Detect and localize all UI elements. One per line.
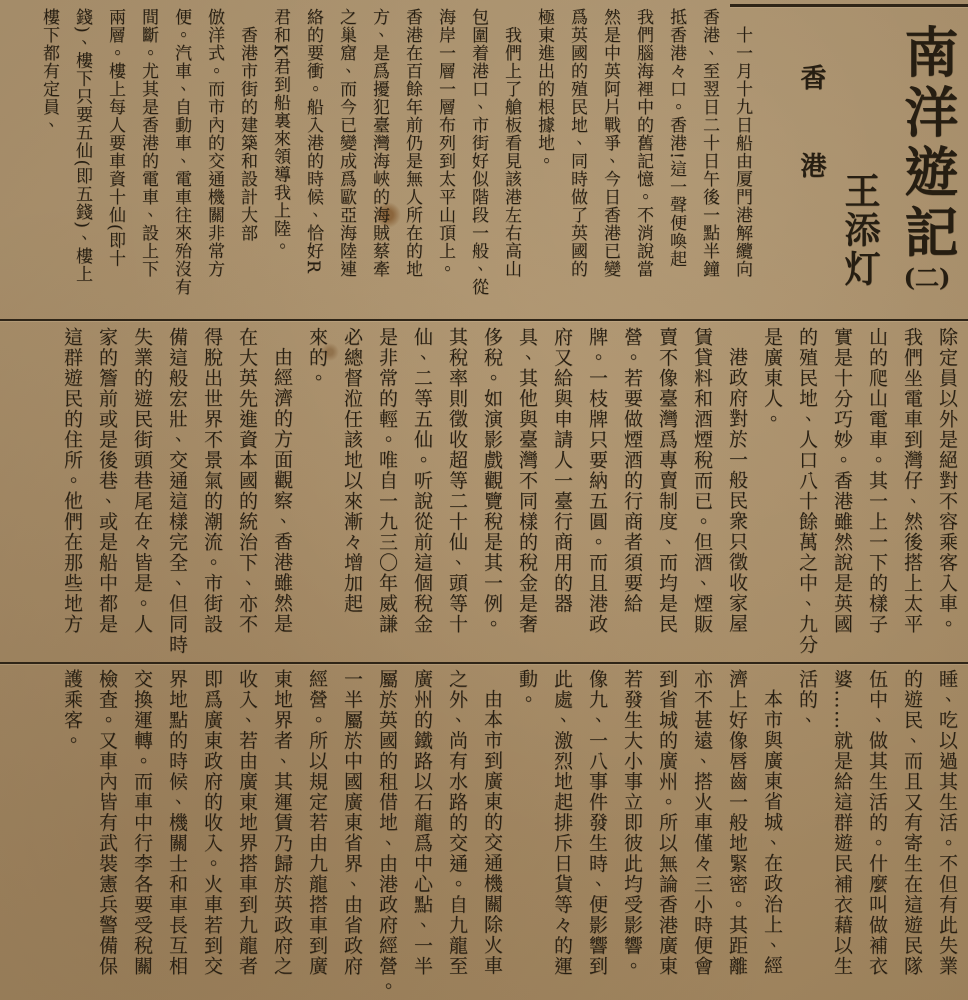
text-column: 香港市街的建築和設計大部 [237, 25, 257, 242]
text-column: 屬於英國的租借地、由港政府經營。 [376, 669, 398, 997]
text-column: 此處、激烈地起排斥日貨等々的運 [551, 669, 573, 977]
text-column: 家的簷前或是後巷、或是船中都是 [96, 327, 118, 635]
text-column: 必總督涖任該地以來漸々增加起 [341, 327, 363, 614]
text-column: 除定員以外是絕對不容乘客入車。 [936, 327, 958, 635]
text-column: 護乘客。 [61, 669, 83, 751]
text-column: 活的、 [796, 669, 818, 731]
text-column: 睡、吃以過其生活。不但有此失業 [936, 669, 958, 977]
text-column: 本市與廣東省城、在政治上、經 [761, 688, 783, 976]
text-column: 交換運轉。而車中行李各要受稅關 [131, 669, 153, 977]
middle-text-band [6, 327, 964, 659]
text-column: 由本市到廣東的交通機關除火車 [481, 688, 503, 976]
text-column: 具、其他與臺灣不同樣的稅金是奢 [516, 327, 538, 635]
text-column: 牌。一枝牌只要納五圓。而且港政 [586, 327, 608, 635]
text-column: 界地點的時候、機關士和車長互相 [166, 669, 188, 977]
text-column: 檢査。又車內皆有武裝憲兵警備保 [96, 669, 118, 977]
text-column: 山的爬山電車。其一上一下的樣子 [866, 327, 888, 635]
text-column: 伍中、做其生活的。什麼叫做補衣 [866, 669, 888, 977]
text-column: 備這般宏壯、交通這樣完全、但同時 [166, 327, 188, 655]
text-column: 廣州的鐵路以石龍爲中心點、一半 [411, 669, 433, 977]
text-column: 來的。 [306, 327, 328, 389]
bottom-text-band [6, 669, 964, 997]
text-column: 包圍着港口、市街好似階段一般、從 [468, 8, 488, 296]
text-column: 香港、至翌日二十日午後一點半鐘 [699, 8, 719, 278]
text-column: 錢)、樓下只要五仙(即五錢)、樓上 [72, 8, 92, 283]
text-column: 收入、若由廣東地界搭車到九龍者 [236, 669, 258, 977]
text-column: 極東進出的根據地。 [534, 8, 554, 170]
text-column: 即爲廣東政府的收入。火車若到交 [201, 669, 223, 977]
text-column: 亦不甚遠、搭火車僅々三小時便會 [691, 669, 713, 977]
text-column: 海岸一層一層布列到太平山頂上。 [435, 8, 455, 278]
text-column: 到省城的廣州。所以無論香港廣東 [656, 669, 678, 977]
text-column: 這群遊民的住所。他們在那些地方 [61, 327, 83, 635]
text-column: 的殖民地、人口八十餘萬之中、九分 [796, 327, 818, 655]
text-column: 樓下都有定員、 [39, 8, 59, 134]
text-column: 爲英國的殖民地、同時做了英國的 [567, 8, 587, 278]
text-column: 由經濟的方面觀察、香港雖然是 [271, 346, 293, 634]
text-column: 是廣東人。 [761, 327, 783, 430]
text-column: 香港在百餘年前仍是無人所在的地 [402, 8, 422, 278]
text-column: 是非常的輕。唯自一九三〇年威謙 [376, 327, 398, 635]
text-column: 方、是爲擾犯臺灣海峽的海賊蔡牽 [369, 8, 389, 278]
author-name: 王添灯 [839, 172, 881, 289]
text-column: 便。汽車、自動車、電車往來殆沒有 [171, 8, 191, 296]
text-column: 侈稅。如演影戲觀覽稅是其一例。 [481, 327, 503, 635]
band-separator-rule [0, 662, 968, 664]
text-column: 在大英先進資本國的統治下、亦不 [236, 327, 258, 635]
text-column: 像九、一八事件發生時、便影響到 [586, 669, 608, 977]
text-column: 我們上了艙板看見該港左右高山 [501, 25, 521, 278]
text-column: 若發生大小事立即彼此均受影響。 [621, 669, 643, 977]
text-column: 仙、二等五仙。听說從前這個稅金 [411, 327, 433, 635]
text-column: 其稅率則徵收超等二十仙、頭等十 [446, 327, 468, 635]
text-column: 賃貸料和酒煙稅而已。但酒、煙販 [691, 327, 713, 635]
text-column: 動。 [516, 669, 538, 710]
text-column: 一半屬於中國廣東省界、由省政府 [341, 669, 363, 977]
band-separator-rule [0, 319, 968, 321]
text-column: 得脫出世界不景氣的潮流。市街設 [201, 327, 223, 635]
text-column: 間斷。尤其是香港的電車、設上下 [138, 8, 158, 278]
text-column: 之巢窟、而今已變成爲歐亞海陸連 [336, 8, 356, 278]
text-column: 府又給與申請人一臺行商用的器 [551, 327, 573, 614]
masthead [724, 0, 968, 322]
text-column: 東地界者、其運賃乃歸於英政府之 [271, 669, 293, 977]
text-column: 然是中英阿片戰爭、今日香港已變 [600, 8, 620, 278]
text-column: 港政府對於一般民衆只徵收家屋 [726, 346, 748, 634]
section-heading: 香港 [796, 64, 826, 240]
text-column: 絡的要衝。船入港的時候、恰好R [303, 8, 323, 274]
text-column: 賣不像臺灣爲專賣制度、而均是民 [656, 327, 678, 635]
text-column: 之外、尚有水路的交通。自九龍至 [446, 669, 468, 977]
text-column: 婆……就是給這群遊民補衣藉以生 [831, 669, 853, 977]
text-column: 濟上好像唇齒一般地緊密。其距離 [726, 669, 748, 977]
text-column: 抵香港々口。香港!這一聲便喚起 [666, 8, 686, 268]
text-column: 兩層。樓上每人要車資十仙(即十 [105, 8, 125, 268]
text-column: 我們坐電車到灣仔、然後搭上太平 [901, 327, 923, 635]
text-column: 實是十分巧妙。香港雖然說是英國 [831, 327, 853, 635]
article-part-number: (二) [903, 263, 951, 292]
article-title: 南洋遊記 [896, 24, 960, 264]
text-column: 經營。所以規定若由九龍搭車到廣 [306, 669, 328, 977]
top-text-band [6, 8, 758, 318]
text-column: 倣洋式。而市內的交通機關非常方 [204, 8, 224, 278]
text-column: 君和K君到船裏來領導我上陸。 [270, 8, 290, 256]
text-column: 我們腦海裡中的舊記憶。不消說當 [633, 8, 653, 278]
text-column: 失業的遊民街頭巷尾在々皆是。人 [131, 327, 153, 635]
text-column: 的遊民、而且又有寄生在這遊民隊 [901, 669, 923, 977]
text-column: 營。若要做煙酒的行商者須要給 [621, 327, 643, 614]
text-column: 十一月十九日船由厦門港解纜向 [732, 25, 752, 278]
